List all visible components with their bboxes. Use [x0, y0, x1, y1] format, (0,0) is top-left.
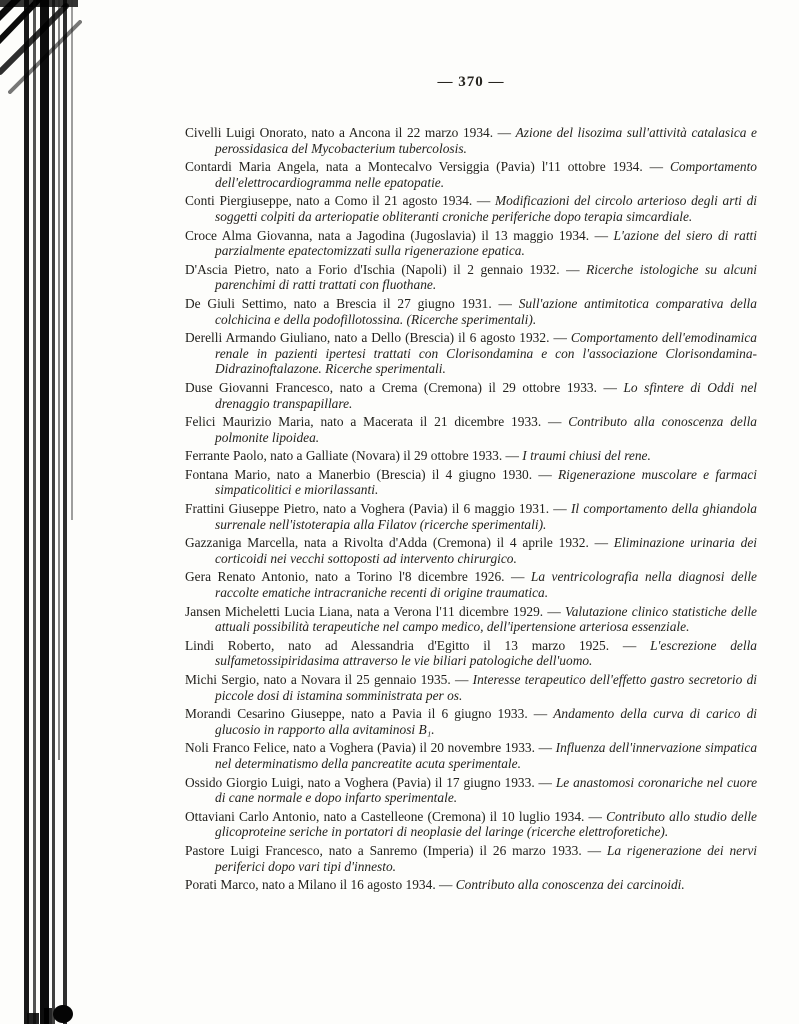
directory-entry: [185, 262, 757, 293]
entry-thesis-title: Ricerche istologiche su alcuni parenchimi di ratti trattati con fluothane.: [215, 261, 757, 293]
entry-person-info: Michi Sergio, nato a Novara il 25 gennaio 1935. —: [185, 672, 473, 687]
directory-entry: [185, 672, 757, 703]
entry-thesis-title: La rigenerazione dei nervi periferici dopo vari tipi d'innesto.: [215, 842, 757, 874]
directory-entry: [185, 740, 757, 771]
directory-entry: [185, 380, 757, 411]
entry-thesis-title: Comportamento dell'elettrocardiogramma nelle epatopatie.: [215, 159, 757, 190]
entry-thesis-title: L'escrezione della sulfametossipiridasima attraverso le vie biliari patologiche dell'uomo.: [215, 637, 757, 669]
entry-person-info: Ossido Giorgio Luigi, nato a Voghera (Pavia) il 17 giugno 1933. —: [185, 774, 556, 790]
page-number: — 370 —: [437, 74, 505, 90]
entry-person-info: Gera Renato Antonio, nato a Torino l'8 dicembre 1926. —: [185, 569, 531, 585]
entry-person-info: Gazzaniga Marcella, nata a Rivolta d'Adda (Cremona) il 4 aprile 1932. —: [185, 535, 614, 551]
entry-thesis-title: Contributo alla conoscenza dei carcinoidi.: [455, 877, 685, 893]
directory-entry: [185, 228, 757, 259]
entry-thesis-title: Sull'azione antimitotica comparativa della colchicina e della podofillotossina. (Ricerche sperimentali).: [215, 295, 757, 327]
entry-thesis-title: Modificazioni del circolo arterioso degli arti di soggetti colpiti da arteriopatie obliteranti croniche periferiche dopo terapia simcardiale.: [215, 193, 758, 224]
entry-person-info: Pastore Luigi Francesco, nato a Sanremo (Imperia) il 26 marzo 1933. —: [185, 842, 607, 858]
directory-entry: [185, 159, 757, 190]
entry-thesis-title: Andamento della curva di carico di glucosio in rapporto alla avitaminosi B₁.: [215, 706, 757, 737]
entry-person-info: Contardi Maria Angela, nata a Montecalvo Versiggia (Pavia) l'11 ottobre 1934. —: [185, 159, 670, 175]
entry-thesis-title: Azione del lisozima sull'attività catalasica e perossidasica del Mycobacterium tubercolosis.: [215, 125, 757, 156]
entry-person-info: Conti Piergiuseppe, nato a Como il 21 agosto 1934. —: [185, 193, 496, 209]
entry-thesis-title: La ventricolografia nella diagnosi delle raccolte ematiche intracraniche recenti di origine traumatica.: [215, 569, 757, 601]
directory-entry: [185, 125, 757, 156]
entry-person-info: Croce Alma Giovanna, nata a Jagodina (Jugoslavia) il 13 maggio 1934. —: [185, 227, 614, 243]
entry-person-info: Felici Maurizio Maria, nato a Macerata il 21 dicembre 1933. —: [185, 414, 569, 430]
entry-person-info: Fontana Mario, nato a Manerbio (Brescia) il 4 giugno 1930. —: [185, 466, 558, 482]
entry-person-info: Porati Marco, nato a Milano il 16 agosto 1934. —: [185, 877, 456, 893]
directory-entry: [185, 296, 757, 327]
entry-person-info: Ottaviani Carlo Antonio, nato a Castelleone (Cremona) il 10 luglio 1934. —: [185, 808, 607, 824]
entry-thesis-title: Influenza dell'innervazione simpatica nel determinatismo della pancreatite acuta sperimentale.: [215, 740, 758, 771]
directory-entry: [185, 604, 757, 635]
entry-person-info: Derelli Armando Giuliano, nato a Dello (Brescia) il 6 agosto 1932. —: [185, 330, 571, 346]
entry-thesis-title: Interesse terapeutico dell'effetto gastro secretorio di piccole dosi di istamina somministrata per os.: [215, 672, 757, 703]
entry-thesis-title: L'azione del siero di ratti parzialmente epatectomizzati sulla rigenerazione epatica.: [215, 227, 757, 259]
entry-thesis-title: Comportamento dell'emodinamica renale in pazienti ipertesi trattati con Clorisondamina e con l'associazione Clorisondamina-Didrazinoftalazone. Ricerche sperimentali.: [215, 330, 758, 377]
entry-thesis-title: Le anastomosi coronariche nel cuore di cane normale e dopo infarto sperimentale.: [215, 774, 758, 806]
entry-person-info: Frattini Giuseppe Pietro, nato a Voghera (Pavia) il 6 maggio 1931. —: [185, 501, 571, 517]
directory-entry: [185, 843, 757, 874]
directory-entry: [185, 193, 757, 224]
entry-thesis-title: Contributo allo studio delle glicoproteine seriche in portatori di neoplasie del laringe (ricerche elettroforetiche).: [215, 808, 757, 840]
entry-thesis-title: Lo sfintere di Oddi nel drenaggio transpapillare.: [215, 379, 757, 411]
entry-thesis-title: Eliminazione urinaria dei corticoidi nei vecchi sottoposti ad intervento chirurgico.: [215, 535, 757, 566]
entry-person-info: Morandi Cesarino Giuseppe, nato a Pavia il 6 giugno 1933. —: [185, 706, 554, 722]
entry-person-info: Civelli Luigi Onorato, nato a Ancona il 22 marzo 1934. —: [185, 125, 516, 140]
entry-person-info: De Giuli Settimo, nato a Brescia il 27 giugno 1931. —: [185, 295, 519, 311]
scan-binding-artifact: [0, 0, 95, 1024]
directory-entry: [185, 569, 757, 600]
entry-thesis-title: Il comportamento della ghiandola surrenale nell'istoterapia alla Filatov (ricerche sperimentali).: [215, 501, 757, 532]
entry-thesis-title: Rigenerazione muscolare e farmaci simpaticolitici e miorilassanti.: [215, 466, 757, 498]
entry-person-info: Noli Franco Felice, nato a Voghera (Pavia) il 20 novembre 1933. —: [185, 740, 556, 756]
directory-entry: [185, 775, 757, 806]
directory-entry: [185, 414, 757, 445]
directory-entry: [185, 809, 757, 840]
directory-entry: [185, 467, 757, 498]
directory-entry: [185, 638, 757, 669]
entries-list: [185, 125, 757, 893]
directory-entry: [185, 448, 757, 464]
entry-thesis-title: Contributo alla conoscenza della polmonite lipoidea.: [215, 414, 757, 445]
directory-entry: [185, 706, 757, 737]
directory-entry: [185, 535, 757, 566]
entry-thesis-title: Valutazione clinico statistiche delle attuali possibilità terapeutiche nel campo medico, dell'ipertensione arteriosa essenziale.: [215, 603, 757, 635]
entry-person-info: Lindi Roberto, nato ad Alessandria d'Egitto il 13 marzo 1925. —: [185, 637, 651, 653]
entry-thesis-title: I traumi chiusi del rene.: [522, 448, 651, 464]
page-content: [185, 74, 757, 896]
directory-entry: [185, 877, 757, 893]
directory-entry: [185, 501, 757, 532]
entry-person-info: D'Ascia Pietro, nato a Forio d'Ischia (Napoli) il 2 gennaio 1932. —: [185, 261, 587, 277]
entry-person-info: Jansen Micheletti Lucia Liana, nata a Verona l'11 dicembre 1929. —: [185, 603, 566, 619]
entry-person-info: Ferrante Paolo, nato a Galliate (Novara) il 29 ottobre 1933. —: [185, 448, 523, 464]
entry-person-info: Duse Giovanni Francesco, nato a Crema (Cremona) il 29 ottobre 1933. —: [185, 379, 624, 395]
directory-entry: [185, 330, 757, 377]
